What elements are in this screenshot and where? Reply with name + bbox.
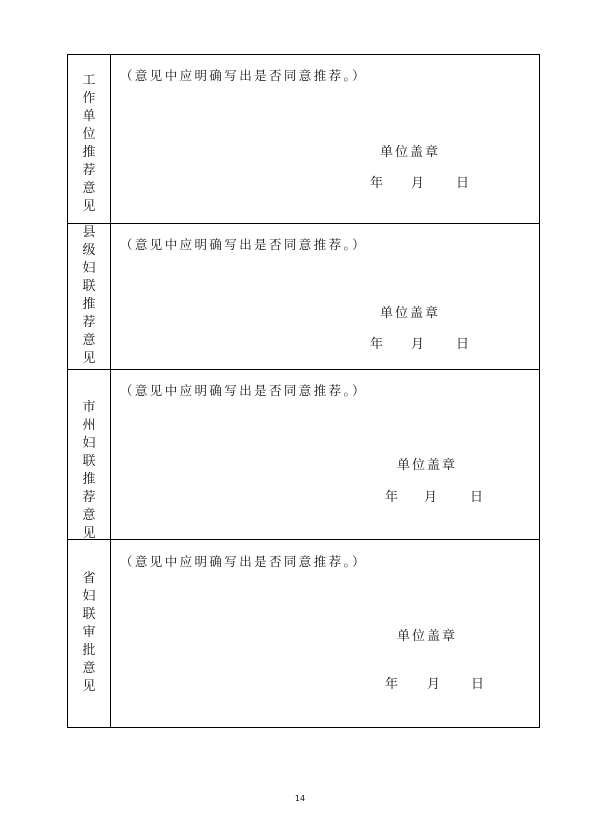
date-month: 月 — [411, 176, 425, 191]
label-char: 意 — [82, 181, 96, 196]
date-month: 月 — [427, 677, 441, 692]
label-char: 见 — [82, 199, 96, 214]
label-char: 工 — [82, 73, 96, 88]
date-month: 月 — [424, 490, 438, 505]
label-char: 县 — [82, 225, 96, 240]
label-char: 意 — [82, 661, 96, 676]
section-label — [82, 72, 95, 223]
label-char: 见 — [82, 679, 96, 694]
instruction-text: （意见中应明确写出是否同意推荐。） — [120, 68, 368, 83]
instruction-text: （意见中应明确写出是否同意推荐。） — [120, 237, 368, 252]
unit-seal-label: 单位盖章 — [380, 145, 441, 160]
date-day: 日 — [470, 490, 484, 505]
label-char: 单 — [82, 109, 96, 124]
section-work-unit — [68, 55, 539, 223]
date-year: 年 — [385, 677, 399, 692]
section-label-cell — [68, 224, 111, 369]
page-number: 14 — [294, 794, 306, 803]
date-year: 年 — [385, 490, 399, 505]
label-char: 意 — [82, 508, 96, 523]
label-char: 推 — [82, 145, 96, 160]
date-month: 月 — [411, 337, 425, 352]
label-char: 见 — [82, 526, 96, 541]
label-char: 联 — [82, 454, 96, 469]
label-char: 位 — [82, 127, 96, 142]
label-char: 省 — [82, 571, 96, 586]
unit-seal-label: 单位盖章 — [380, 306, 441, 321]
label-char: 作 — [82, 91, 96, 106]
label-char: 市 — [82, 400, 96, 415]
label-char: 批 — [82, 643, 96, 658]
label-char: 妇 — [82, 261, 96, 276]
section-label-cell — [68, 540, 111, 727]
date-day: 日 — [456, 337, 470, 352]
label-char: 意 — [82, 333, 96, 348]
section-label — [82, 399, 95, 539]
date-day: 日 — [471, 677, 485, 692]
label-char: 妇 — [82, 589, 96, 604]
label-char: 州 — [82, 418, 96, 433]
label-char: 荐 — [82, 163, 96, 178]
label-char: 荐 — [82, 315, 96, 330]
label-char: 联 — [82, 279, 96, 294]
unit-seal-label: 单位盖章 — [397, 629, 458, 644]
section-label — [82, 224, 95, 369]
section-label-cell — [68, 370, 111, 539]
section-label-cell — [68, 55, 111, 223]
section-county-federation — [68, 223, 539, 369]
label-char: 联 — [82, 607, 96, 622]
label-char: 审 — [82, 625, 96, 640]
label-char: 荐 — [82, 490, 96, 505]
section-label — [82, 570, 95, 727]
date-day: 日 — [456, 176, 470, 191]
instruction-text: （意见中应明确写出是否同意推荐。） — [120, 383, 368, 398]
label-char: 推 — [82, 472, 96, 487]
label-char: 级 — [82, 243, 96, 258]
opinion-form-table — [67, 54, 540, 728]
unit-seal-label: 单位盖章 — [397, 458, 458, 473]
label-char: 推 — [82, 297, 96, 312]
instruction-text: （意见中应明确写出是否同意推荐。） — [120, 554, 368, 569]
label-char: 见 — [82, 351, 96, 366]
section-provincial-federation — [68, 539, 539, 727]
section-city-federation — [68, 369, 539, 539]
date-year: 年 — [370, 176, 384, 191]
date-year: 年 — [370, 337, 384, 352]
label-char: 妇 — [82, 436, 96, 451]
